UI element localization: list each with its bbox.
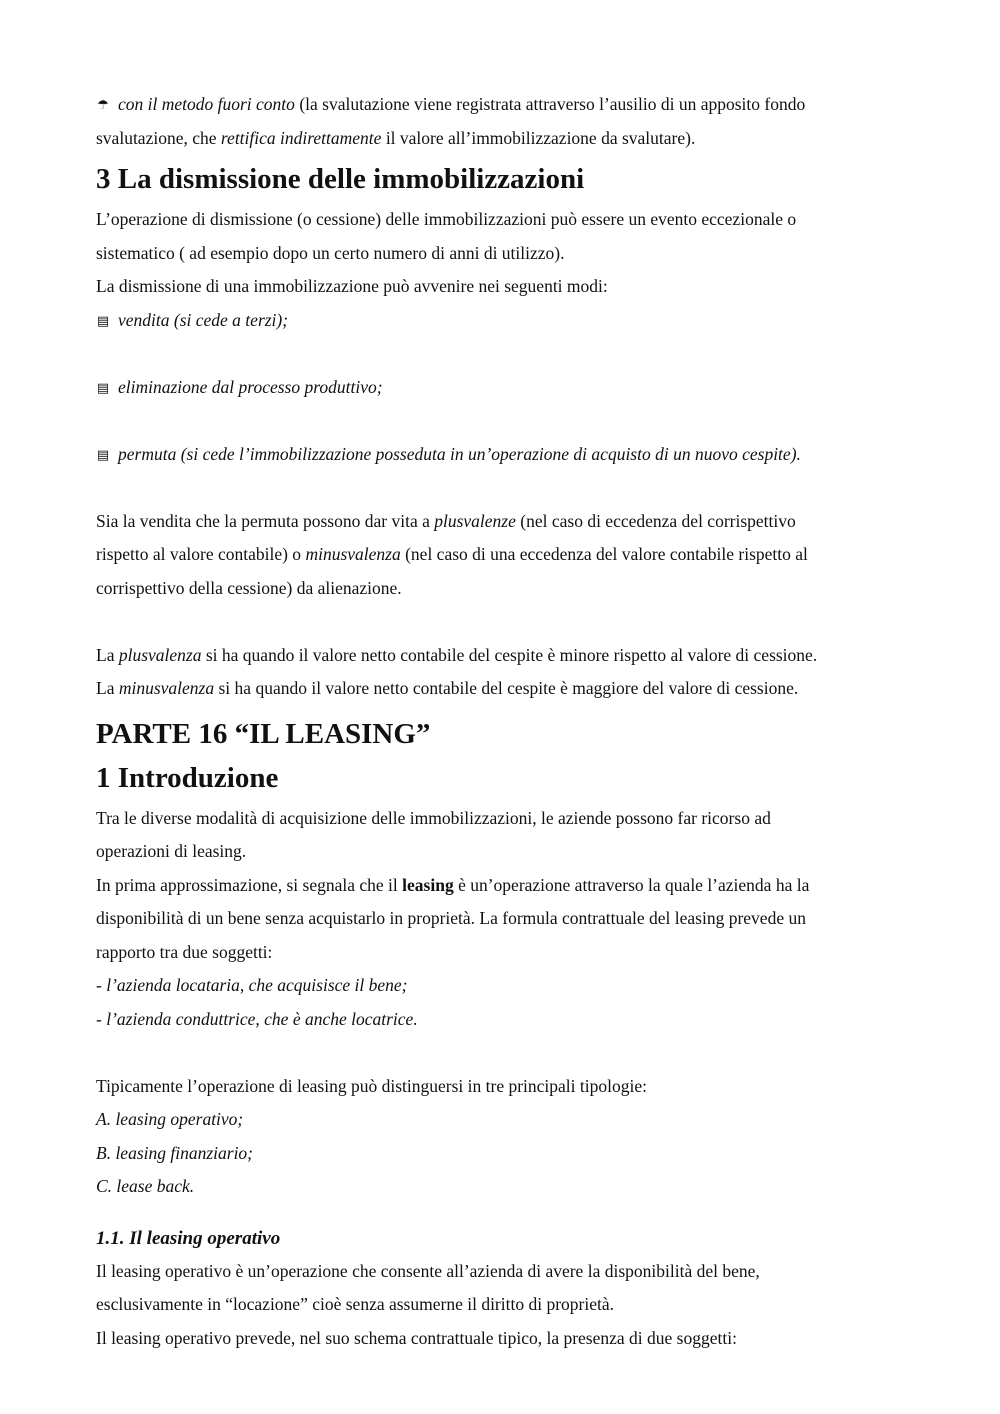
blank-line [96, 1204, 896, 1222]
list-item: C. lease back. [96, 1176, 195, 1196]
paragraph-line: Tra le diverse modalità di acquisizione delle immobilizzazioni, le aziende possono far ricorso ad [96, 807, 771, 828]
paragraph-line: sistematico ( ad esempio dopo un certo numero di anni di utilizzo). [96, 242, 565, 263]
list-item: - l’azienda locataria, che acquisisce il bene; [96, 975, 408, 995]
paragraph-line: disponibilità di un bene senza acquistarlo in proprietà. La formula contrattuale del leasing prevede un [96, 908, 806, 928]
list-item: - l’azienda conduttrice, che è anche locatrice. [96, 1008, 418, 1029]
paragraph-line: rapporto tra due soggetti: [96, 941, 273, 962]
paragraph-line: Il leasing operativo prevede, nel suo schema contrattuale tipico, la presenza di due soggetti: [96, 1327, 737, 1348]
part-heading: PARTE 16 “IL LEASING” [96, 717, 431, 750]
blank-line [96, 471, 896, 505]
blank-line [96, 337, 896, 371]
list-item: ▤ permuta (si cede l’immobilizzazione posseduta in un’operazione di acquisto di un nuovo cespite). [96, 438, 896, 472]
paragraph-line: Il leasing operativo è un’operazione che consente all’azienda di avere la disponibilità del bene, [96, 1260, 760, 1281]
paragraph-line: esclusivamente in “locazione” cioè senza assumerne il diritto di proprietà. [96, 1294, 614, 1314]
subsection-heading-operativo: 1.1. Il leasing operativo [96, 1227, 281, 1249]
paragraph-line: rispetto al valore contabile) o minusvalenza (nel caso di una eccedenza del valore contabile rispetto al [96, 544, 808, 564]
clapperboard-bullet-icon: ▤ [96, 312, 110, 328]
paragraph-line: La dismissione di una immobilizzazione può avvenire nei seguenti modi: [96, 276, 608, 296]
blank-line [96, 605, 896, 639]
blank-line [96, 404, 896, 438]
blank-line [96, 1036, 896, 1070]
paragraph-line: La plusvalenza si ha quando il valore netto contabile del cespite è minore rispetto al valore di cessione. [96, 644, 818, 665]
paragraph-line: La minusvalenza si ha quando il valore netto contabile del cespite è maggiore del valore di cessione. [96, 678, 799, 698]
clapperboard-bullet-icon: ▤ [96, 446, 110, 462]
paragraph-line: operazioni di leasing. [96, 841, 247, 861]
paragraph-line: Tipicamente l’operazione di leasing può distinguersi in tre principali tipologie: [96, 1075, 647, 1096]
paragraph-line: Sia la vendita che la permuta possono dar vita a plusvalenze (nel caso di eccedenza del corrispettivo [96, 510, 796, 531]
list-item: A. leasing operativo; [96, 1109, 244, 1129]
umbrella-bullet-icon: ☂ [97, 97, 109, 112]
clapperboard-bullet-icon: ▤ [96, 379, 110, 395]
paragraph-line: In prima approssimazione, si segnala che il leasing è un’operazione attraverso la quale l’azienda ha la [96, 874, 810, 895]
document-page [96, 88, 896, 1355]
section-heading-introduzione: 1 Introduzione [96, 761, 279, 794]
paragraph-line: L’operazione di dismissione (o cessione) delle immobilizzazioni può essere un evento eccezionale o [96, 209, 797, 229]
section-heading-dismissione: 3 La dismissione delle immobilizzazioni [96, 163, 585, 195]
list-item: ▤ eliminazione dal processo produttivo; [96, 371, 896, 405]
list-item: ▤ vendita (si cede a terzi); [96, 304, 896, 338]
list-item: B. leasing finanziario; [96, 1142, 254, 1163]
paragraph-line: corrispettivo della cessione) da alienazione. [96, 577, 402, 598]
paragraph-line: ☂ con il metodo fuori conto (la svalutazione viene registrata attraverso l’ausilio di un apposito fondo [96, 88, 896, 122]
paragraph-line: svalutazione, che rettifica indirettamente il valore all’immobilizzazione da svalutare). [96, 127, 696, 148]
